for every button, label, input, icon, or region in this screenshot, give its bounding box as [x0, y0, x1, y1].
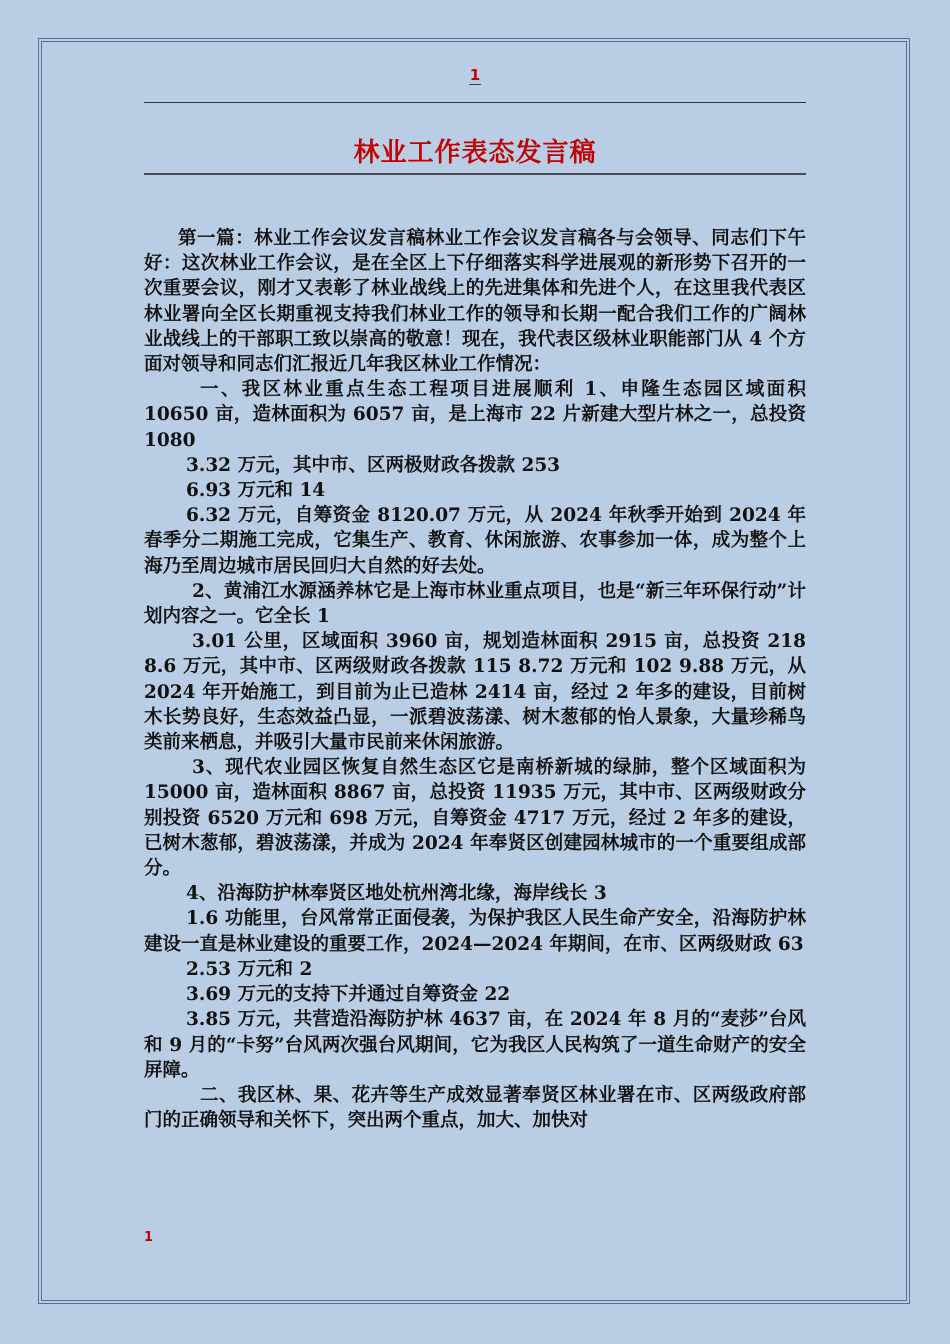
paragraph: 3.01 公里，区域面积 3960 亩，规划造林面积 2915 亩，总投资 218 8.6 万元，其中市、区两级财政各拨款 115 8.72 万元和 102 9.88 万元，从 2024 年开始施工，到目前为止已造林 2414 亩，经过 2 年多的建设，目前树木长势良好，生态效益凸显，一派碧波荡漾、树木葱郁的怡人景象，大量珍稀鸟类前来栖息，并吸引大量市民前来休闲旅游。: [144, 631, 806, 754]
paragraph: 3.85 万元，共营造沿海防护林 4637 亩，在 2024 年 8 月的“麦莎”台风和 9 月的“卡努”台风两次强台风期间，它为我区人民构筑了一道生命财产的安全屏障。: [144, 1009, 806, 1081]
document-title: 林业工作表态发言稿: [353, 138, 597, 168]
paragraph: 3.32 万元，其中市、区两极财政各拨款 253: [186, 454, 561, 476]
paragraph: 6.93 万元和 14: [186, 480, 326, 502]
paragraph: 一、我区林业重点生态工程项目进展顺利 1、申隆生态园区域面积 10650 亩，造林面积为 6057 亩，是上海市 22 片新建大型片林之一，总投资 1080: [144, 379, 806, 451]
paragraph: 3、现代农业园区恢复自然生态区它是南桥新城的绿肺，整个区域面积为 15000 亩，造林面积 8867 亩，总投资 11935 万元，其中市、区两级财政分别投资 6520 万元和 698 万元，自筹资金 4717 万元，经过 2 年多的建设，已树木葱郁，碧波荡漾，并成为 2024 年奉贤区创建园林城市的一个重要组成部分。: [144, 757, 806, 880]
paragraph: 1.6 功能里，台风常常正面侵袭，为保护我区人民生命产安全，沿海防护林建设一直是林业建设的重要工作，2024—2024 年期间，在市、区两级财政 63: [144, 908, 806, 955]
paragraph: 3.69 万元的支持下并通过自筹资金 22: [186, 984, 511, 1006]
footer-page-number: 1: [144, 1230, 154, 1245]
paragraph: 第一篇：林业工作会议发言稿林业工作会议发言稿各与会领导、同志们下午好：这次林业工作会议，是在全区上下仔细落实科学进展观的新形势下召开的一次重要会议，刚才又表彰了林业战线上的先进集体和先进个人，在这里我代表区林业署向全区长期重视支持我们林业工作的领导和长期一配合我们工作的广阔林业战线上的干部职工致以崇高的敬意！现在，我代表区级林业职能部门从 4 个方面对领导和同志们汇报近几年我区林业工作情况：: [144, 228, 806, 376]
document-body: [144, 226, 806, 1133]
title-divider: [144, 173, 806, 175]
paragraph: 2、黄浦江水源涵养林它是上海市林业重点项目，也是“新三年环保行动”计划内容之一。它全长 1: [144, 580, 806, 628]
paragraph: 6.32 万元，自筹资金 8120.07 万元，从 2024 年秋季开始到 2024 年春季分二期施工完成，它集生产、教育、休闲旅游、农事参加一体，成为整个上海乃至周边城市居民回归大自然的好去处。: [144, 505, 806, 577]
header-divider: [144, 102, 806, 103]
paragraph: 2.53 万元和 2: [186, 958, 313, 980]
paragraph: 二、我区林、果、花卉等生产成效显著奉贤区林业署在市、区两级政府部门的正确领导和关怀下，突出两个重点，加大、加快对: [144, 1084, 806, 1132]
paragraph: 4、沿海防护林奉贤区地处杭州湾北缘，海岸线长 3: [186, 883, 607, 905]
header-page-number: 1: [469, 66, 481, 84]
